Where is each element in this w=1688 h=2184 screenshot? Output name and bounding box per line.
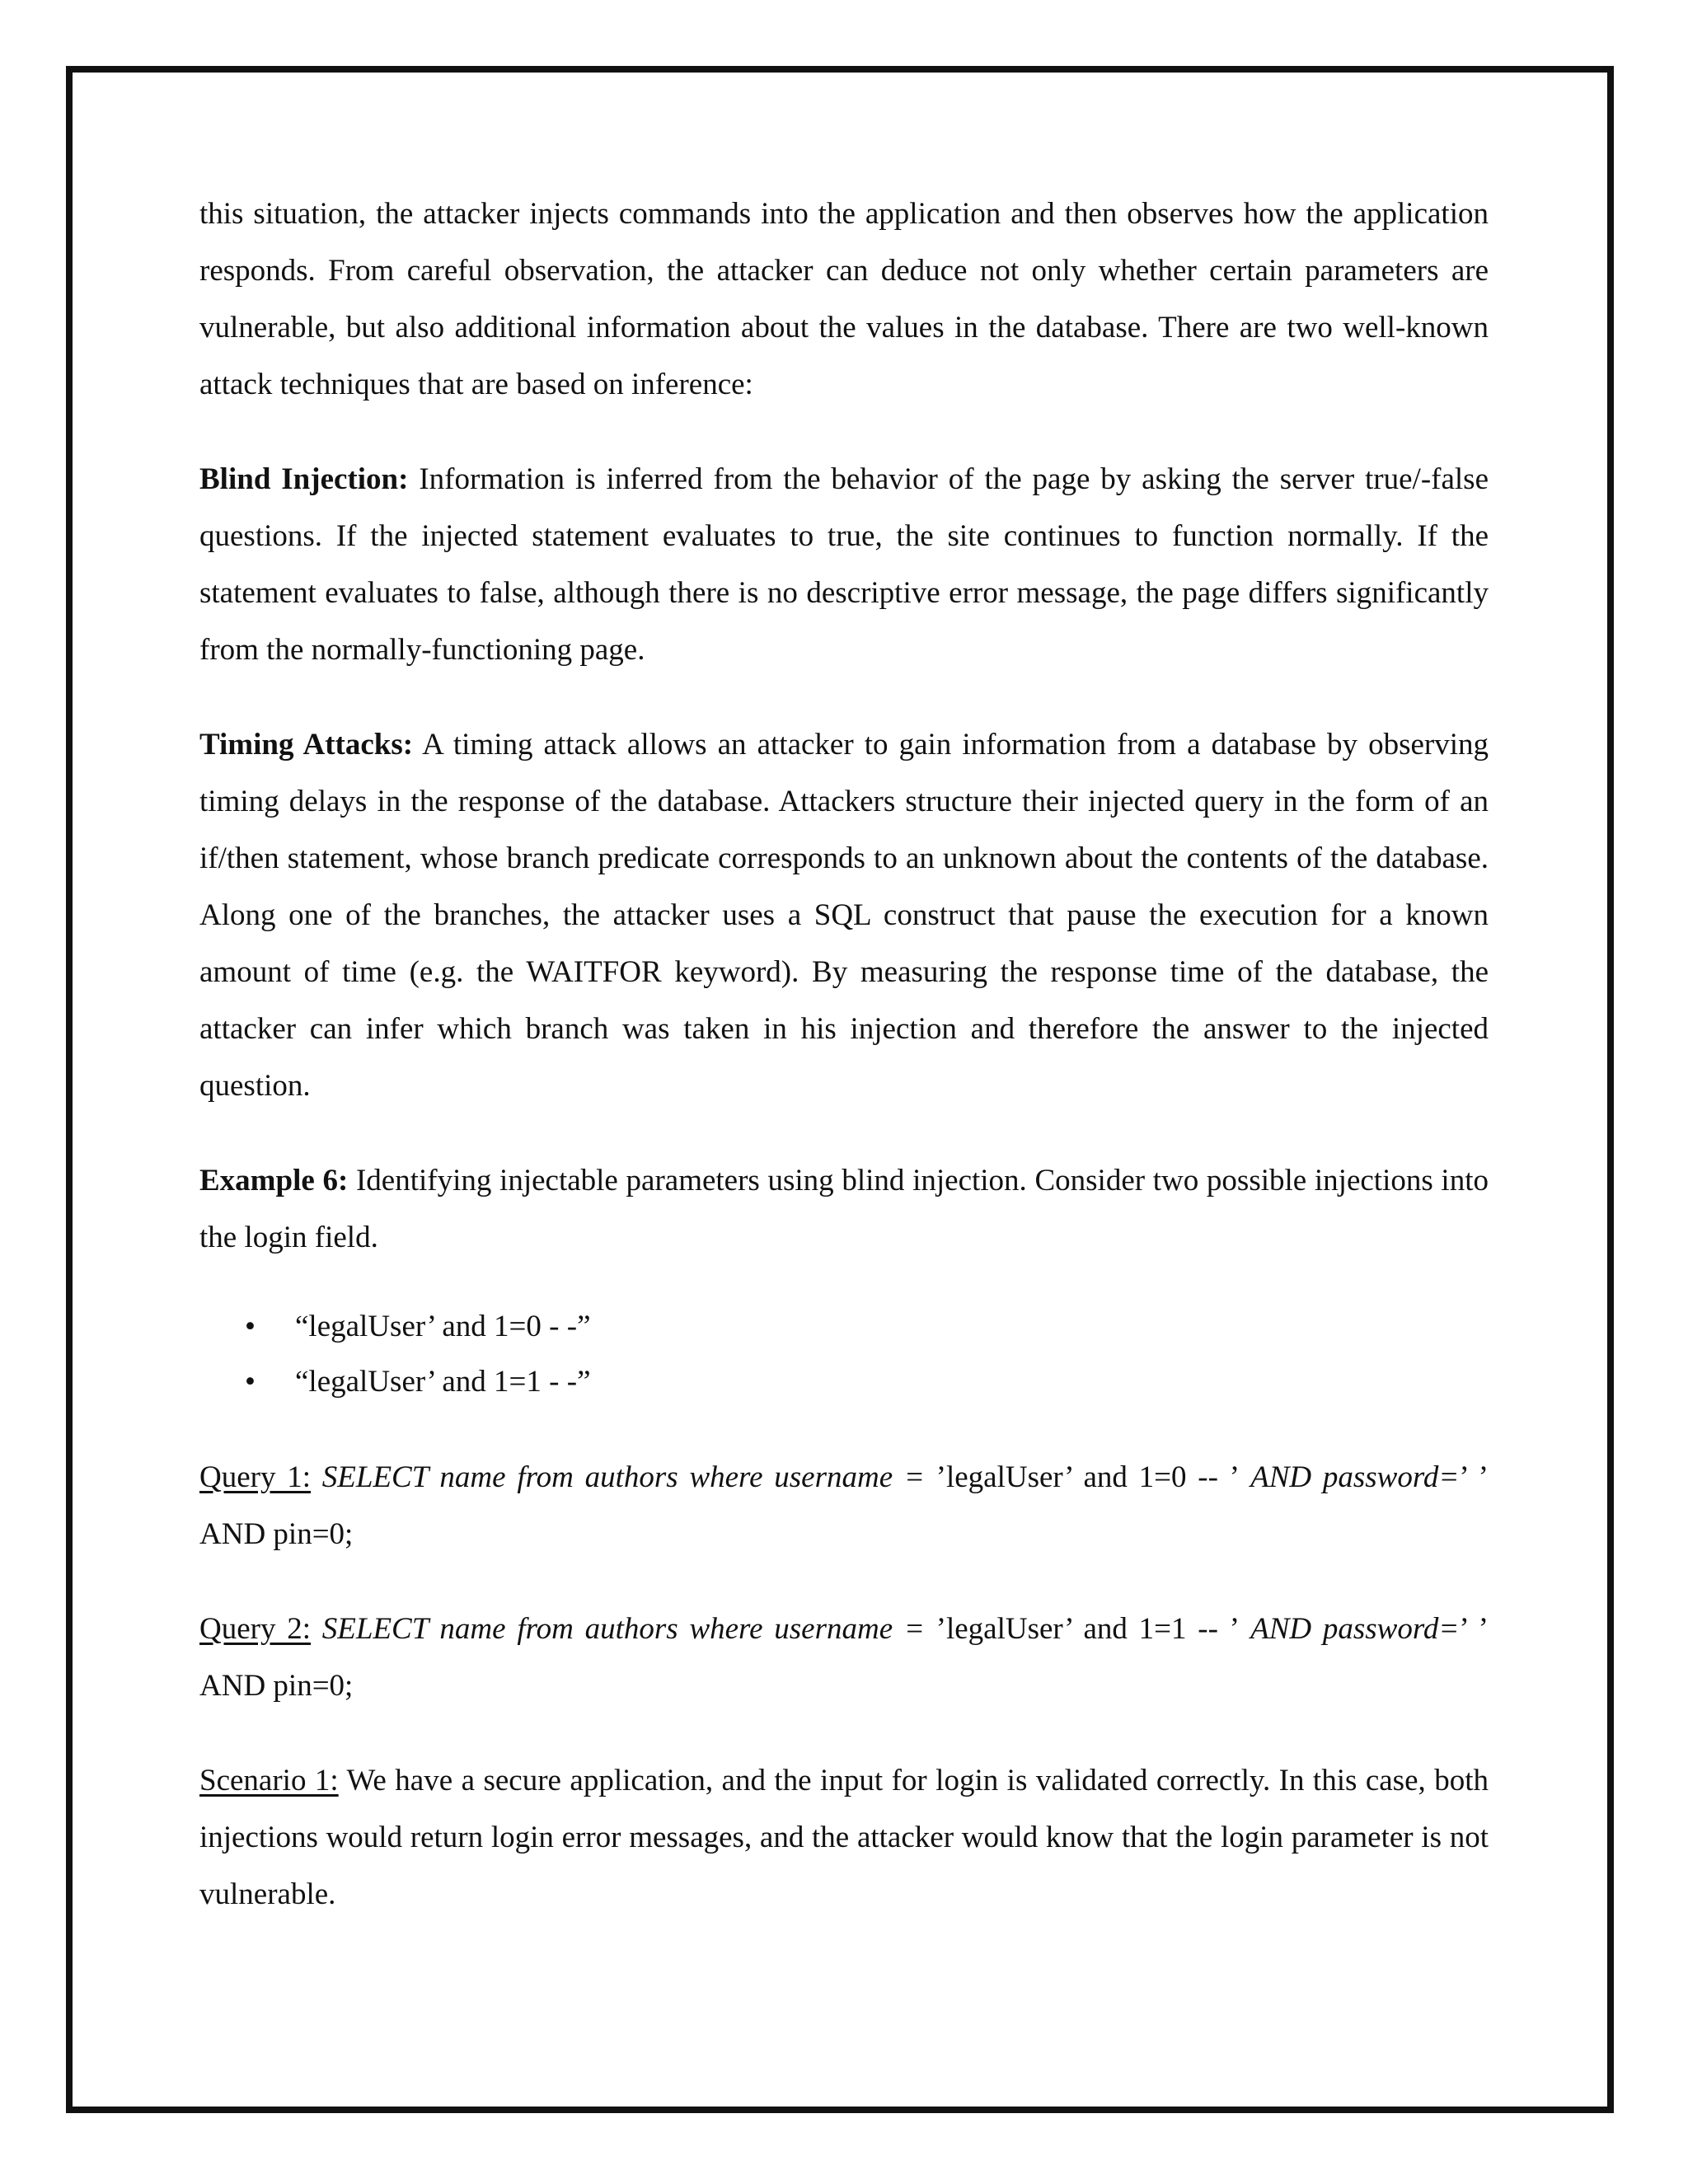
query-2-sql: SELECT name from authors where username = (311, 1612, 936, 1646)
blind-injection-paragraph (199, 451, 1489, 678)
intro-paragraph: this situation, the attacker injects commands into the application and then observes how the application responds. From careful observation, the attacker can deduce not only whether certain parameters are vulnerable, but also additional information about the values in the database. There are two well-known attack techniques that are based on inference: (199, 197, 1489, 401)
scenario-1-paragraph (199, 1752, 1489, 1923)
list-item (199, 1299, 1489, 1354)
example-text: Identifying injectable parameters using blind injection. Consider two possible injections into the login field. (199, 1164, 1489, 1254)
timing-attacks-heading: Timing Attacks: (199, 728, 414, 762)
query-1-sql: SELECT name from authors where username = (311, 1460, 936, 1494)
query-1-label: Query 1: (199, 1460, 312, 1494)
list-item (199, 1354, 1489, 1409)
query-1-tail: ’ ’ AND pin=0; (199, 1460, 1489, 1551)
example-paragraph (199, 1152, 1489, 1266)
scenario-1-text: We have a secure application, and the input for login is validated correctly. In this case, both injections would return login error messages, and the attacker would know that the login parameter is not vulnerable. (199, 1764, 1489, 1911)
bullet-icon: • (245, 1310, 256, 1343)
scenario-1-label: Scenario 1: (199, 1764, 339, 1797)
query-1-paragraph (199, 1449, 1489, 1563)
query-2-sql-rest: AND password= (1240, 1612, 1460, 1646)
injection-list (199, 1299, 1489, 1409)
example-heading: Example 6: (199, 1164, 349, 1197)
list-item-text: “legalUser’ and 1=0 - -” (295, 1310, 591, 1343)
query-2-injection: ’legalUser’ and 1=1 -- ’ (935, 1612, 1240, 1646)
query-1-sql-rest: AND password= (1240, 1460, 1460, 1494)
list-item-text: “legalUser’ and 1=1 - -” (295, 1365, 591, 1399)
blind-injection-text: Information is inferred from the behavior of the page by asking the server true/-false questions. If the injected statement evaluates to true, the site continues to function normally. If the statement evaluates to false, although there is no descriptive error message, the page differs significantly from the normally-functioning page. (199, 462, 1489, 667)
query-2-label: Query 2: (199, 1612, 312, 1646)
query-1-injection: ’legalUser’ and 1=0 -- ’ (935, 1460, 1240, 1494)
query-2-paragraph (199, 1601, 1489, 1714)
timing-attacks-text: A timing attack allows an attacker to gain information from a database by observing timing delays in the response of the database. Attackers structure their injected query in the form of an if/then statement, whose branch predicate corresponds to an unknown about the contents of the database. Along one of the branches, the attacker uses a SQL construct that pause the execution for a known amount of time (e.g. the WAITFOR keyword). By measuring the response time of the database, the attacker can infer which branch was taken in his injection and therefore the answer to the injected question. (199, 728, 1489, 1103)
document-body (199, 185, 1489, 1961)
bullet-icon: • (245, 1365, 256, 1399)
query-2-tail: ’ ’ AND pin=0; (199, 1612, 1489, 1703)
timing-attacks-paragraph (199, 716, 1489, 1114)
blind-injection-heading: Blind Injection: (199, 462, 409, 496)
